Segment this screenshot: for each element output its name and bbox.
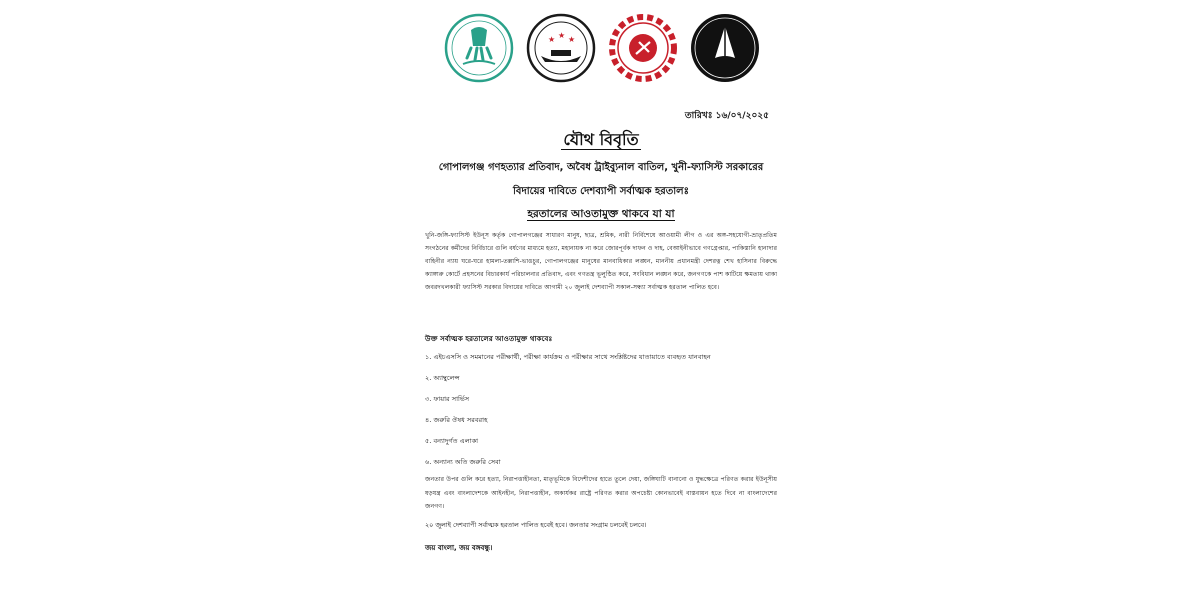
bangladesh-awami-swechchhasebak-league-logo [525,12,597,84]
statement-subtitle-line2: বিদায়ের দাবিতে দেশব্যাপী সর্বাত্মক হরতালঃ [513,186,689,197]
bangladesh-krishak-league-logo [443,12,515,84]
closing-slogan: জয় বাংলা, জয় বঙ্গবন্ধু। [425,544,493,552]
bangladesh-chhatra-league-logo [689,12,761,84]
statement-paragraph-3: ২০ জুলাই দেশব্যাপী সর্বাত্মক হরতাল পালিত হবেই হবে। জনতার সংগ্রাম চলবেই চলবে। [425,521,647,529]
exemptions-label: উক্ত সর্বাত্মক হরতালের আওতামুক্ত থাকবেঃ [425,334,553,343]
exemptions-list [425,351,777,477]
statement-body: খুনি-জঙ্গি-ফ্যাসিস্ট ইউনূস কর্তৃক গোপালগঞ্জের সাধারণ মানুষ, ছাত্র, শ্রমিক, নারী নির্বিশেষে আওয়ামী লীগ ও এর অঙ্গ-সহযোগী-ভ্রাতৃপ্রতিম সংগঠনের কর্মীদের নির্বিচারে গুলি বর্ষণের মাধ্যমে হত্যা, মহানায়ক না করে জোরপূর্বক দাফন ও দাহ, বেআইনীভাবে গণগ্রেপ্তার, পাকিস্তানি হানাদার বাহিনীর ন্যায় ঘরে-ঘরে হামলা-তল্লাশি-ভাঙচুর, গোপালগঞ্জের মানুষের মানবাধিকার লঙ্ঘন, মাননীয় প্রধানমন্ত্রী দেশরত্ন শেখ হাসিনার বিরুদ্ধে ক্যাঙ্গারু কোর্টে প্রহসনের বিচারকার্য পরিচালনার প্রতিবাদ, এবং গণতন্ত্র ভূলুণ্ঠিত করে, সংবিধান লঙ্ঘন করে, জনগণকে পাশ কাটিয়ে ক্ষমতায় থাকা জবরদখলকারী ফ্যাসিস্ট সরকার বিদায়ের দাবিতে আগামী ২০ জুলাই দেশব্যাপী সকাল-সন্ধ্যা সর্বাত্মক হরতাল পালিত হবে। [425,232,777,291]
list-item: ৪. জরুরি ঔষধ সরবরাহ [425,416,488,424]
statement-paragraph-2: জনতার উপর গুলি করে হত্যা, নিরাপত্তাহীনতা, মাতৃভূমিকে বিদেশীদের হাতে তুলে দেয়া, জঙ্গিঘাটি বানানো ও যুদ্ধক্ষেত্রে পরিণত করার ইউনূসীয় ষড়যন্ত্র এবং বাংলাদেশকে আইনহীন, নিরাপত্তাহীন, অকার্যকর রাষ্ট্রে পরিণত করার অপচেষ্টা কোনভাবেই বাস্তবায়ন হতে দিবে না বাংলাদেশের জনগণ। [425,476,777,510]
list-item: ৬. অন্যান্য অতি জরুরি সেবা [425,458,501,466]
statement-date: তারিখঃ ১৬/০৭/২০২৫ [684,111,769,121]
list-item: ১. এইচএসসি ও সমমানের পরীক্ষার্থী, পরীক্ষা কার্যক্রম ও পরীক্ষার সাথে সংশ্লিষ্টদের যাতায়াতে ব্যবহৃত যানবাহন [425,353,711,361]
list-item: ৩. ফায়ার সার্ভিস [425,395,470,403]
exemptions-heading: হরতালের আওতামুক্ত থাকবে যা যা [527,208,675,220]
statement-title: যৌথ বিবৃতি [563,130,639,149]
svg-text:★: ★ [568,35,576,44]
list-item: ২. অ্যাম্বুলেন্স [425,374,460,382]
list-item: ৫. বন্যাদুর্গত এলাকা [425,437,479,445]
statement-page [425,0,777,600]
logo-row [443,12,763,90]
svg-text:★: ★ [558,31,566,40]
statement-subtitle-line1: গোপালগঞ্জ গণহত্যার প্রতিবাদ, অবৈধ ট্রাইব্যুনাল বাতিল, খুনী-ফ্যাসিস্ট সরকারের [438,162,764,173]
jatiya-sramik-league-logo [607,12,679,84]
svg-text:★: ★ [548,35,556,44]
